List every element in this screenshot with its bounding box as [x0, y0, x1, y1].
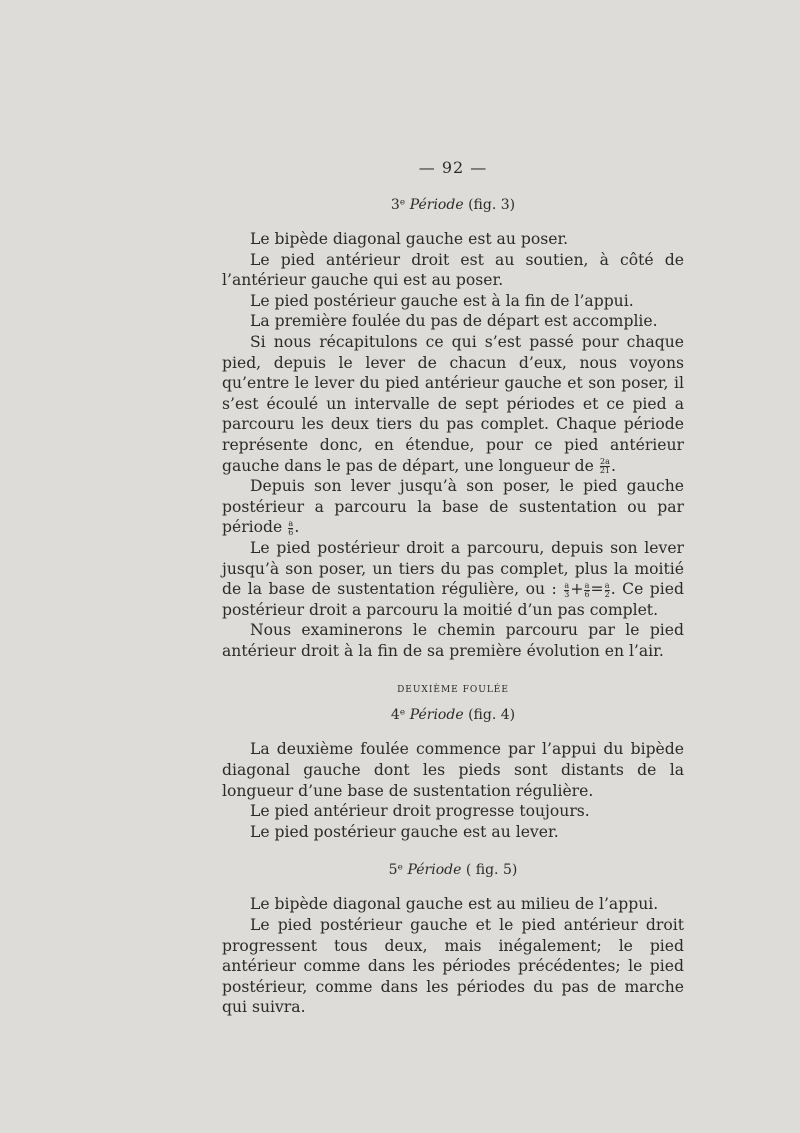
paragraph-text: Depuis son lever jusqu’à son poser, le pied gauche postérieur a parcouru la base de sustentation ou par période	[222, 477, 684, 537]
paragraph-end: . Ce pied postérieur droit a parcouru la moitié d’un pas complet.	[222, 580, 684, 619]
fraction-numerator: 2a	[600, 457, 610, 467]
fraction-denominator: 6	[584, 589, 590, 599]
paragraph-text: Le pied postérieur droit a parcouru, depuis son lever jusqu’à son poser, un tiers du pas complet, plus la moitié de la base de sustentation régulière, ou :	[222, 538, 684, 599]
heading-periode-3	[222, 197, 684, 213]
paragraph-end: .	[294, 518, 300, 537]
fraction-numerator: a	[564, 580, 570, 590]
fraction-numerator: a	[604, 580, 610, 590]
heading-figure-ref: (fig. 3)	[468, 197, 516, 213]
paragraph-with-fraction	[222, 476, 684, 538]
heading-periode-5	[222, 862, 684, 878]
paragraph: Le pied antérieur droit progresse toujours.	[250, 802, 590, 821]
heading-number: 4ᵉ	[390, 707, 406, 724]
fraction	[600, 458, 610, 475]
fraction-denominator: 21	[599, 466, 611, 476]
paragraph: Le pied postérieur gauche est au lever.	[250, 822, 559, 841]
heading-number: 3ᵉ	[390, 197, 406, 213]
paragraph: Le bipède diagonal gauche est au milieu de l’appui.	[250, 895, 659, 914]
fraction	[605, 582, 610, 599]
fraction-denominator: 6	[288, 527, 294, 537]
paragraph: Le bipède diagonal gauche est au poser.	[250, 230, 569, 248]
page-content	[222, 158, 684, 1018]
fraction	[584, 582, 589, 599]
paragraph: Le pied antérieur droit est au soutien, à côté de l’antérieur gauche qui est au poser.	[222, 250, 684, 290]
page-number: — 92 —	[418, 158, 488, 177]
section-title-deuxieme-foulee: DEUXIÈME FOULÉE	[397, 685, 509, 696]
heading-word: Période	[407, 862, 462, 879]
paragraph-with-fraction	[222, 332, 684, 476]
heading-word: Période	[409, 197, 464, 213]
fraction-denominator: 3	[564, 589, 570, 599]
paragraph: La première foulée du pas de départ est accomplie.	[250, 312, 658, 331]
heading-periode-4	[222, 707, 684, 723]
paragraph: Le pied postérieur gauche et le pied antérieur droit progressent tous deux, mais inégalement; le pied antérieur comme dans les périodes précédentes; le pied postérieur, comme dans les périodes du pas de marche qui suivra.	[222, 916, 684, 1017]
heading-figure-ref: (fig. 4)	[468, 707, 516, 724]
equals-sign: =	[590, 580, 604, 599]
plus-sign: +	[570, 580, 584, 599]
paragraph: La deuxième foulée commence par l’appui du bipède diagonal gauche dont les pieds sont distants de la longueur d’une base de sustentation régulière.	[222, 740, 684, 800]
fraction-denominator: 2	[604, 589, 610, 599]
paragraph-end: .	[611, 456, 616, 475]
fraction-numerator: a	[288, 518, 294, 528]
paragraph-text: Si nous récapitulons ce qui s’est passé pour chaque pied, depuis le lever de chacun d’eux, nous voyons qu’entre le lever du pied antérieur gauche et son poser, il s’est écoulé un intervalle de sept périodes et ce pied a parcouru les deux tiers du pas complet. Chaque période représente donc, en étendue, pour ce pied antérieur gauche dans le pas de départ, une longueur de	[222, 332, 684, 475]
fraction-numerator: a	[584, 580, 590, 590]
fraction	[288, 520, 293, 537]
paragraph-with-equation	[222, 538, 684, 620]
spacer	[222, 842, 684, 862]
heading-figure-ref: ( fig. 5)	[465, 862, 518, 879]
paragraph: Nous examinerons le chemin parcouru par le pied antérieur droit à la fin de sa première évolution en l’air.	[222, 621, 684, 660]
heading-word: Période	[409, 707, 464, 724]
fraction	[564, 582, 569, 599]
paragraph: Le pied postérieur gauche est à la fin de l’appui.	[250, 291, 634, 310]
heading-number: 5ᵉ	[388, 862, 403, 879]
